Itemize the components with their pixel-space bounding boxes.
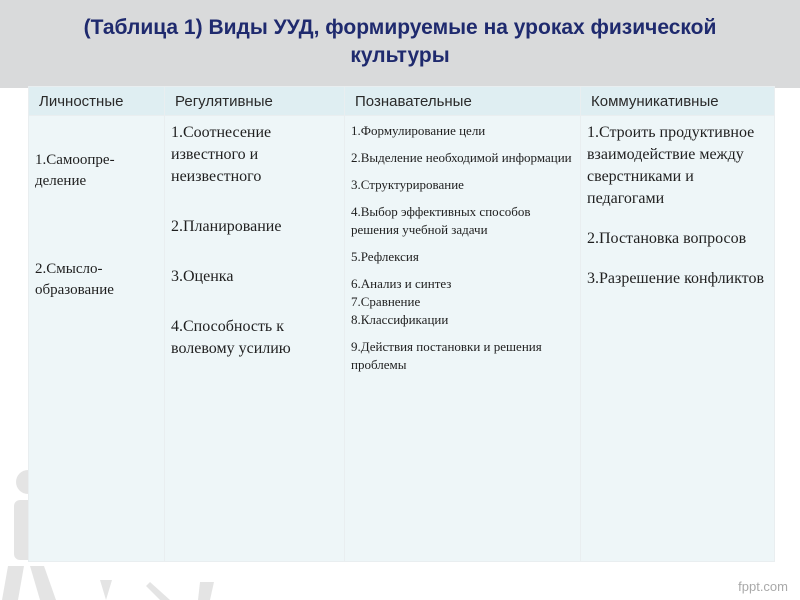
header-personal: Личностные — [29, 87, 165, 116]
list-item: 1.Соотнесение известного и неизвестного — [171, 124, 272, 185]
list-item: 5.Рефлексия — [351, 249, 419, 264]
list-item: 3.Оценка — [171, 268, 234, 285]
list-item: 8.Классификации — [351, 312, 449, 327]
list-item: 6.Анализ и синтез — [351, 276, 452, 291]
list-item: 3.Структурирование — [351, 177, 464, 192]
list-item: 2.Постановка вопросов — [587, 230, 747, 247]
list-item: 2.Планирование — [171, 218, 282, 235]
list-item: 4.Выбор эффективных способов решения учебной задачи — [351, 204, 531, 237]
list-item: 2.Смысло-образование — [35, 261, 114, 298]
list-item: 2.Выделение необходимой информации — [351, 150, 572, 165]
list-item: 9.Действия постановки и решения проблемы — [351, 339, 542, 372]
cell-personal — [29, 116, 165, 562]
list-item: 1.Формулирование цели — [351, 123, 486, 138]
header-communicative: Коммуникативные — [581, 87, 775, 116]
slide-title: (Таблица 1) Виды УУД, формируемые на уроках физической культуры — [83, 16, 717, 67]
list-item: 1.Самоопре-деление — [35, 152, 115, 189]
uud-table — [28, 86, 775, 562]
watermark: fppt.com — [738, 579, 788, 594]
header-cognitive: Познавательные — [345, 87, 581, 116]
table-header-row — [29, 87, 775, 116]
list-item: 4.Способность к волевому усилию — [171, 318, 291, 357]
list-item: 3.Разрешение конфликтов — [587, 270, 765, 287]
cell-communicative — [581, 116, 775, 562]
cell-cognitive — [345, 116, 581, 562]
list-item: 1.Строить продуктивное взаимодействие между сверстниками и педагогами — [587, 124, 755, 207]
cell-regulatory — [165, 116, 345, 562]
list-item: 7.Сравнение — [351, 294, 421, 309]
header-regulatory: Регулятивные — [165, 87, 345, 116]
table-row — [29, 116, 775, 562]
